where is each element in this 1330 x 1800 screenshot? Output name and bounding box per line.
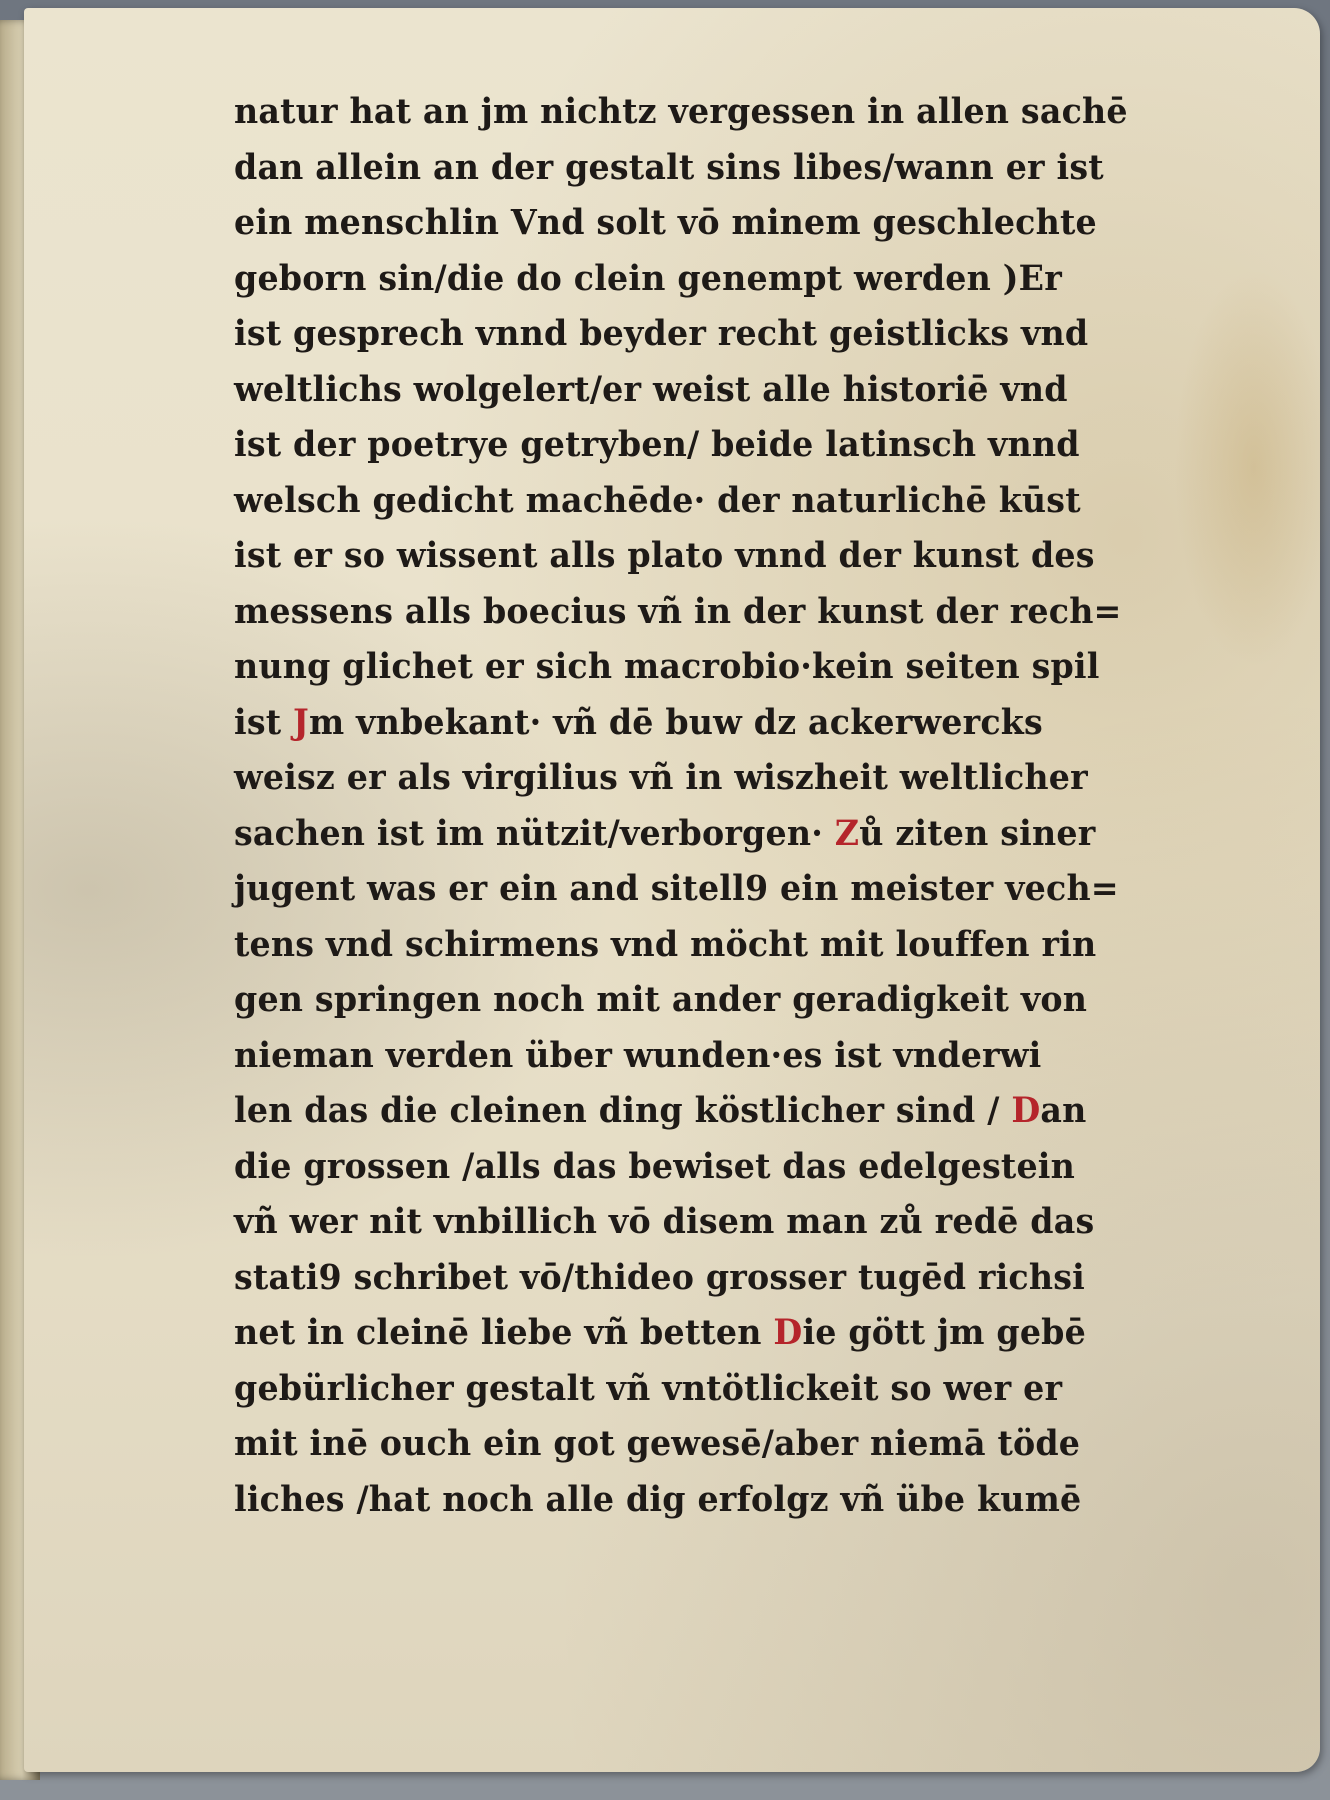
text-line: welsch gedicht machēde· der naturlichē kūst: [234, 479, 1081, 521]
text-line: stati9 schribet vō/thideo grosser tugēd richsi: [234, 1256, 1085, 1298]
text-line: weisz er als virgilius vñ in wiszheit weltlicher: [234, 757, 1088, 798]
line-start: net in cleinē liebe vñ betten: [234, 1312, 774, 1353]
text-line: nung glichet er sich macrobio·kein seiten spil: [234, 646, 1100, 687]
line-rest: m vnbekant· vñ dē buw dz ackerwercks: [308, 701, 1043, 743]
rubric-initial: D: [773, 1312, 803, 1353]
text-line: ist der poetrye getryben/ beide latinsch vnnd: [234, 424, 1080, 465]
text-line: [234, 1083, 1184, 1139]
text-line: vñ wer nit vnbillich vō disem man zů redē das: [234, 1201, 1095, 1242]
text-line: gen springen noch mit ander geradigkeit von: [234, 979, 1088, 1020]
text-line: jugent was er ein and sitell9 ein meister vech=: [234, 868, 1119, 909]
line-rest: ů ziten siner: [859, 812, 1096, 854]
text-line: [234, 806, 1184, 862]
text-line: die grossen /alls das bewiset das edelgestein: [234, 1145, 1075, 1187]
line-start: len das die cleinen ding köstlicher sind /: [234, 1090, 1012, 1131]
manuscript-page: [24, 8, 1320, 1772]
line-rest: an: [1040, 1090, 1087, 1131]
text-block: [234, 84, 1234, 1527]
text-line: weltlichs wolgelert/er weist alle historiē vnd: [234, 368, 1068, 410]
text-line: ist er so wissent alls plato vnnd der kunst des: [234, 535, 1095, 576]
text-line: nieman verden über wunden·es ist vnderwi: [234, 1034, 1042, 1076]
rubric-initial: D: [1011, 1090, 1041, 1131]
text-line: ist gesprech vnnd beyder recht geistlicks vnd: [234, 313, 1089, 354]
text-line: geborn sin/die do clein genempt werden )Er: [234, 257, 1062, 299]
text-line: ein menschlin Vnd solt vō minem geschlechte: [234, 202, 1097, 243]
text-line: [234, 695, 1184, 751]
line-rest: ie gött jm gebē: [802, 1312, 1086, 1353]
text-line: tens vnd schirmens vnd möcht mit louffen rin: [234, 923, 1097, 965]
text-line: natur hat an jm nichtz vergessen in allen sachē: [234, 91, 1128, 132]
text-line: dan allein an der gestalt sins libes/wann er ist: [234, 146, 1104, 188]
text-line: messens alls boecius vñ in der kunst der rech=: [234, 590, 1122, 632]
line-start: sachen ist im nützit/verborgen·: [234, 812, 835, 854]
text-line: [234, 1305, 1184, 1361]
text-line: mit inē ouch ein got gewesē/aber niemā töde: [234, 1423, 1081, 1464]
line-start: ist: [234, 701, 294, 743]
text-line: gebürlicher gestalt vñ vntötlickeit so wer er: [234, 1367, 1063, 1409]
text-line: liches /hat noch alle dig erfolgz vñ übe kumē: [234, 1478, 1082, 1520]
rubric-initial: J: [293, 701, 309, 743]
rubric-initial: Z: [834, 812, 860, 854]
